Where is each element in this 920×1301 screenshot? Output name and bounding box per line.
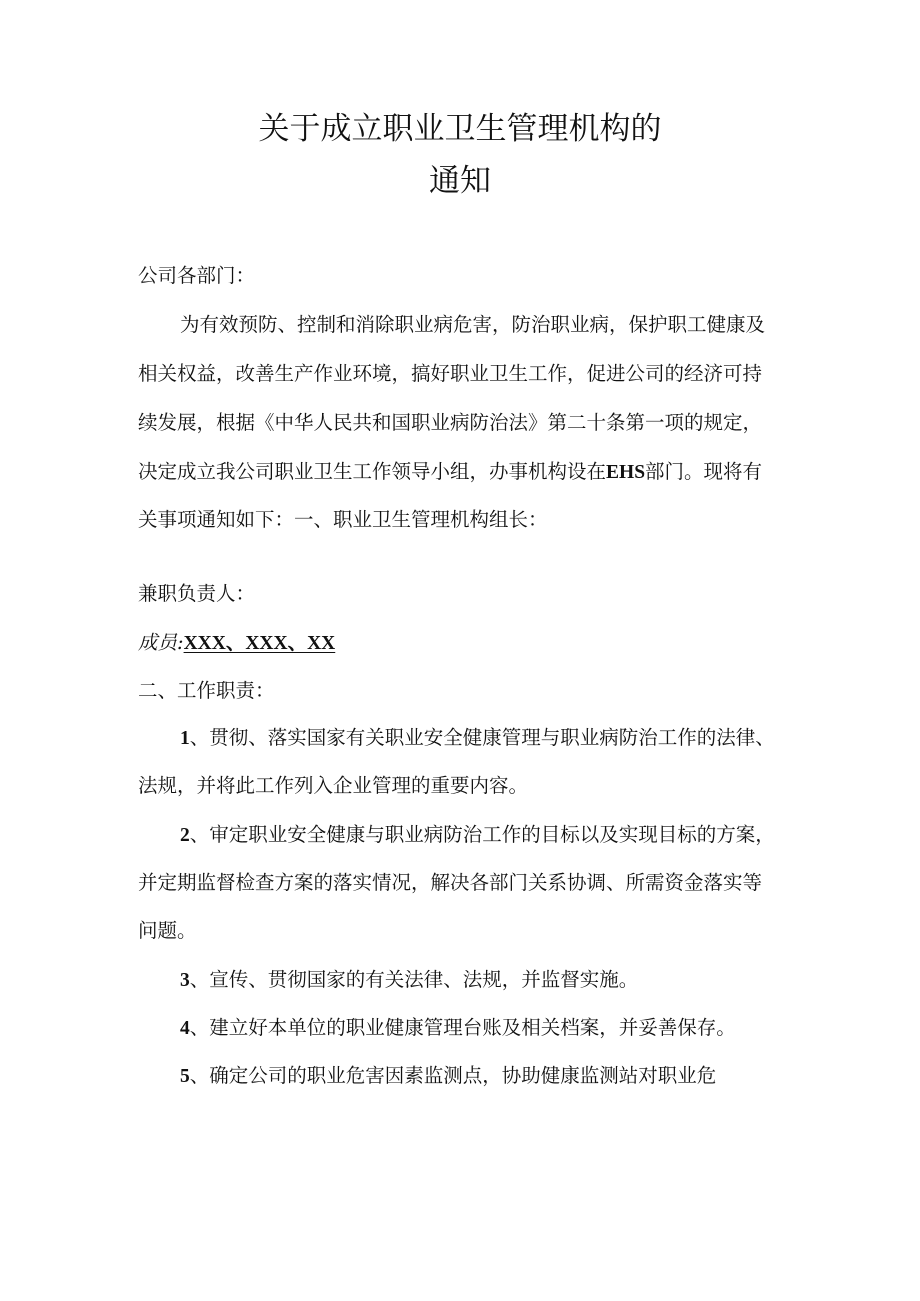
- ehs-label: EHS: [606, 462, 646, 483]
- salutation: 公司各部门：: [138, 264, 256, 287]
- duty-2-line-2: 并定期监督检查方案的落实情况，解决各部门关系协调、所需资金落实等: [138, 871, 763, 894]
- section-2-heading: 二、工作职责：: [138, 679, 275, 702]
- duty-1-line-1: [180, 728, 775, 749]
- duty-1-text: 、贯彻、落实国家有关职业安全健康管理与职业病防治工作的法律、: [189, 726, 775, 749]
- duty-5-number: 5: [180, 1066, 190, 1087]
- duty-5-text: 、确定公司的职业危害因素监测点，协助健康监测站对职业危: [189, 1064, 717, 1087]
- duty-5-line-1: [180, 1066, 716, 1087]
- duty-2-line-3: 问题。: [138, 919, 197, 942]
- intro-line-1: 为有效预防、控制和消除职业病危害，防治职业病，保护职工健康及: [180, 313, 766, 336]
- duty-1-line-2: 法规，并将此工作列入企业管理的重要内容。: [138, 774, 529, 797]
- duty-3-text: 、宣传、贯彻国家的有关法律、法规，并监督实施。: [189, 968, 639, 991]
- intro-line-5: 关事项通知如下：一、职业卫生管理机构组长：: [138, 508, 548, 531]
- duty-3-number: 3: [180, 970, 190, 991]
- members-names: XXX、XXX、XX: [183, 633, 336, 654]
- document-title-line1: 关于成立职业卫生管理机构的: [258, 111, 662, 147]
- duty-4-number: 4: [180, 1018, 190, 1039]
- part-time-lead: 兼职负责人：: [138, 582, 256, 605]
- duty-4-text: 、建立好本单位的职业健康管理台账及相关档案，并妥善保存。: [189, 1016, 736, 1039]
- duty-1-number: 1: [180, 728, 190, 749]
- intro-line-4-text-b: 部门。现将有: [645, 460, 763, 483]
- members-label: 成员:: [138, 631, 184, 654]
- duty-2-line-1: [180, 825, 775, 846]
- intro-line-4-text-a: 决定成立我公司职业卫生工作领导小组，办事机构设在: [138, 460, 607, 483]
- intro-line-2: 相关权益，改善生产作业环境，搞好职业卫生工作，促进公司的经济可持: [138, 362, 763, 385]
- duty-2-text: 、审定职业安全健康与职业病防治工作的目标以及实现目标的方案，: [189, 823, 775, 846]
- members-line: [138, 633, 335, 654]
- duty-3-line-1: [180, 970, 638, 991]
- intro-line-4: [138, 462, 762, 483]
- intro-line-3: 续发展，根据《中华人民共和国职业病防治法》第二十条第一项的规定，: [138, 411, 763, 434]
- duty-2-number: 2: [180, 825, 190, 846]
- document-title-line2: 通知: [429, 163, 491, 199]
- duty-4-line-1: [180, 1018, 736, 1039]
